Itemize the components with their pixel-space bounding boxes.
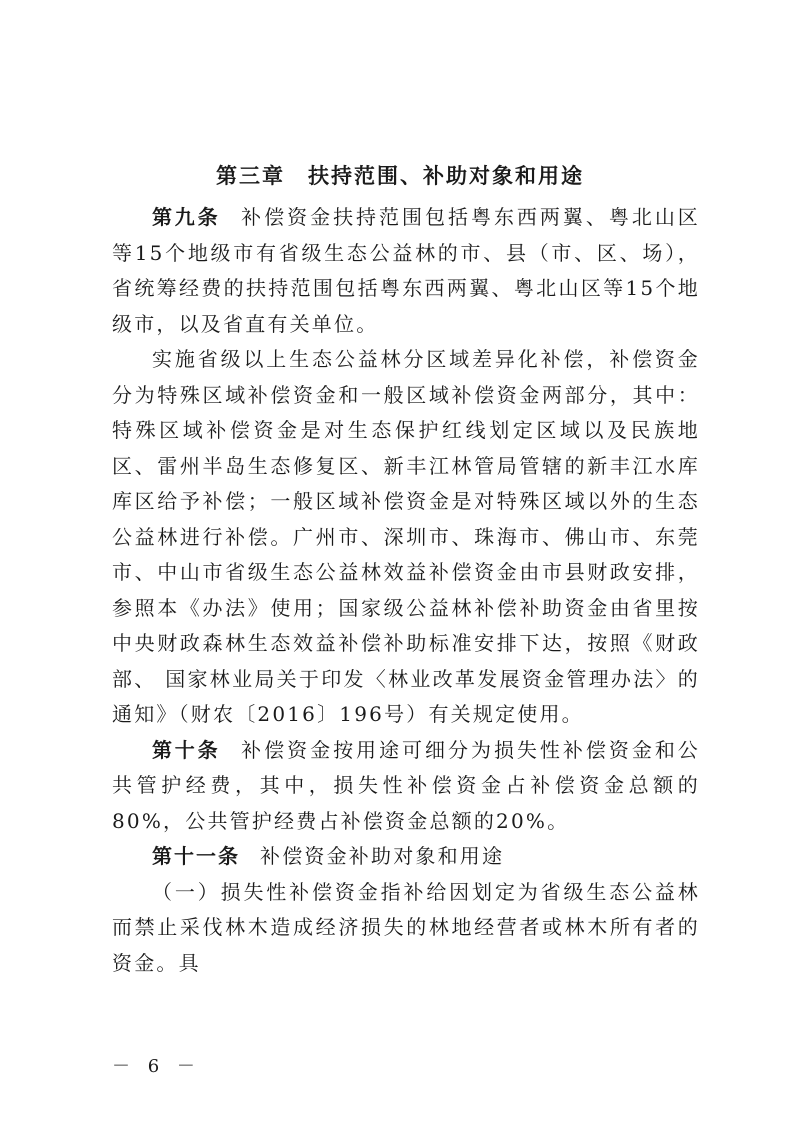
article-9-paragraph-2 xyxy=(112,342,700,733)
article-text: 实施省级以上生态公益林分区域差异化补偿，补偿资金分为特殊区域补偿资金和一般区域补偿资金两部分，其中：特殊区域补偿资金是对生态保护红线划定区域以及民族地区、雷州半岛生态修复区、新丰江林管局管辖的新丰江水库库区给予补偿；一般区域补偿资金是对特殊区域以外的生态公益林进行补偿。广州市、深圳市、珠海市、佛山市、东莞市、中山市省级生态公益林效益补偿资金由市县财政安排，参照本《办法》使用；国家级公益林补偿补助资金由省里按中央财政森林生态效益补偿补助标准安排下达，按照《财政部、 国家林业局关于印发〈林业改革发展资金管理办法〉的通知》（财农〔2016〕196号）有关规定使用。 xyxy=(112,347,700,726)
article-11 xyxy=(112,839,700,875)
article-label: 第十条 xyxy=(152,737,221,762)
page-number: － 6 － xyxy=(112,1056,201,1077)
article-10 xyxy=(112,733,700,840)
article-11-item-1 xyxy=(112,875,700,982)
article-9 xyxy=(112,200,700,342)
document-body xyxy=(112,200,700,981)
article-text: 补偿资金补助对象和用途 xyxy=(260,844,505,868)
article-text: （一）损失性补偿资金指补给因划定为省级生态公益林而禁止采伐林木造成经济损失的林地经营者或林木所有者的资金。具 xyxy=(112,879,700,975)
article-text: 补偿资金扶持范围包括粤东西两翼、粤北山区等15个地级市有省级生态公益林的市、县（市、区、场），省统筹经费的扶持范围包括粤东西两翼、粤北山区等15个地级市，以及省直有关单位。 xyxy=(112,205,701,336)
article-text: 补偿资金按用途可细分为损失性补偿资金和公共管护经费，其中，损失性补偿资金占补偿资金总额的80%，公共管护经费占补偿资金总额的20%。 xyxy=(112,737,701,833)
article-label: 第十一条 xyxy=(152,844,240,868)
chapter-title: 第三章 扶持范围、补助对象和用途 xyxy=(216,164,584,188)
article-label: 第九条 xyxy=(152,205,221,229)
